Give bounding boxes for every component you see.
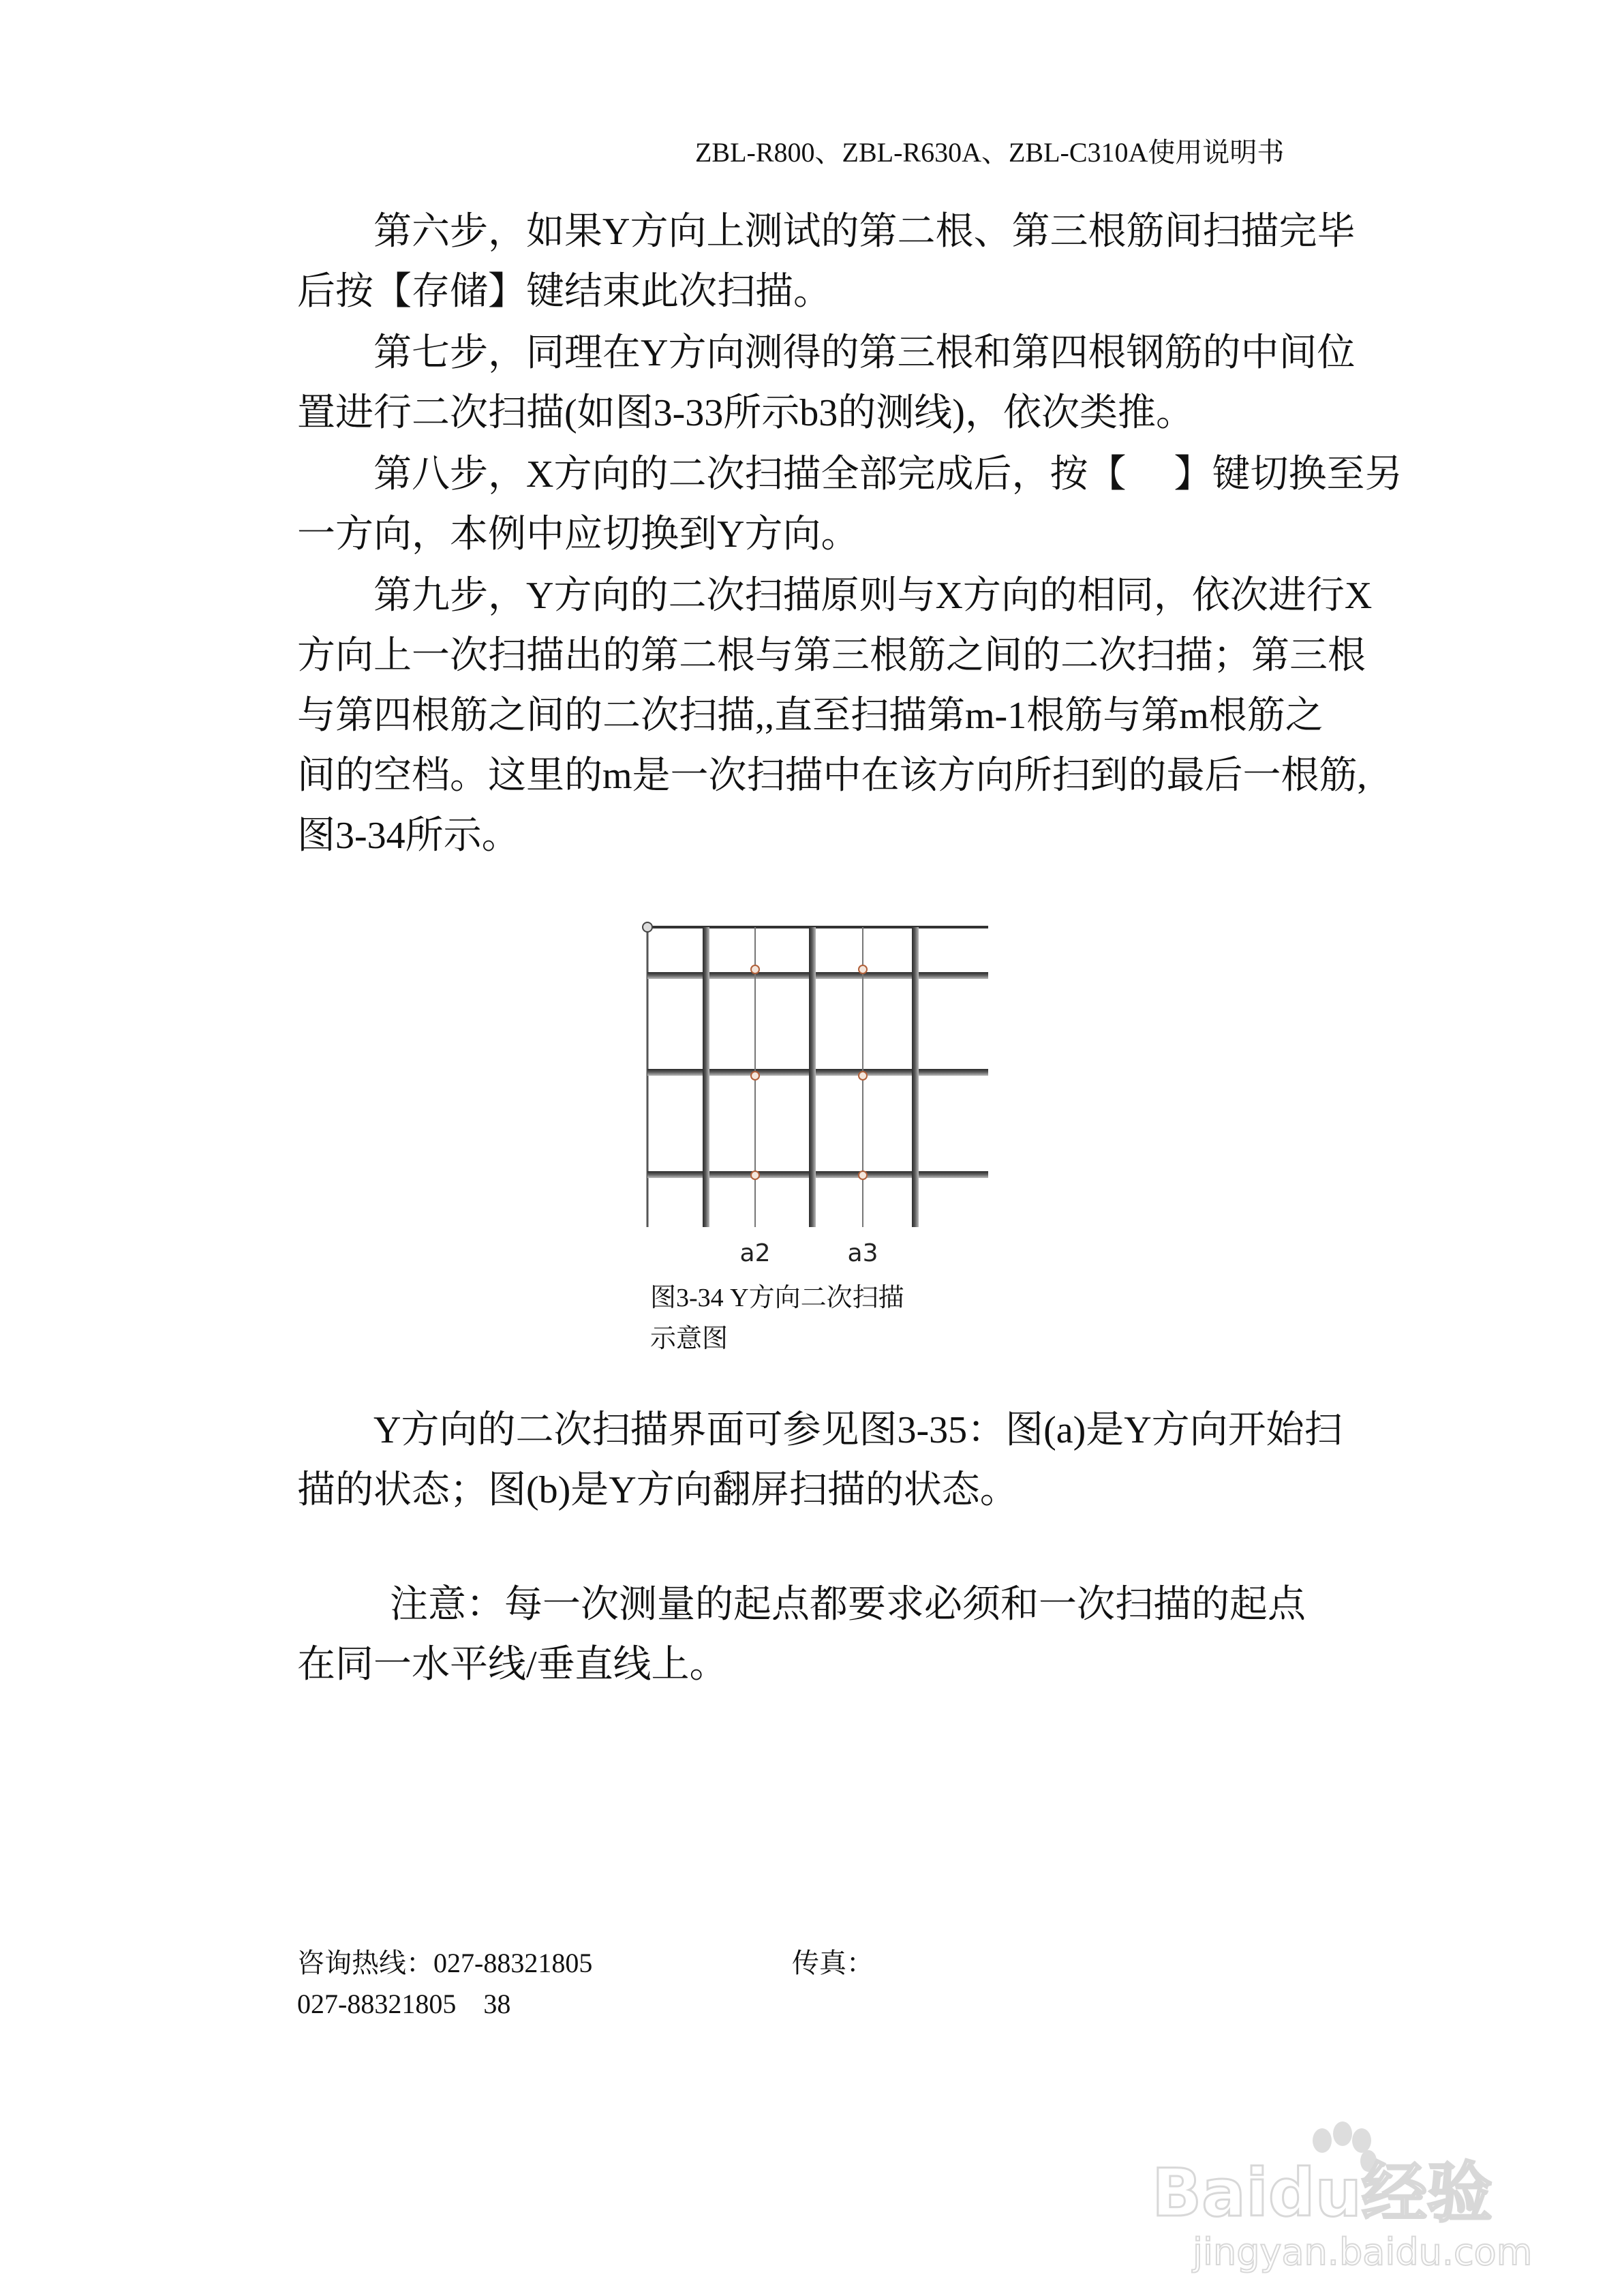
rebar-vertical [809,927,816,1227]
rebar-horizontal [647,972,988,979]
detection-marker [859,1072,867,1080]
caption-line: 图3-34 Y方向二次扫描 [650,1284,904,1312]
paragraph-interface [297,1400,1415,1520]
detection-marker [751,965,759,973]
detection-marker [859,1171,867,1179]
paragraph-step9 [297,566,1415,866]
rebar-vertical [912,927,919,1227]
paw-toe [1313,2128,1332,2153]
origin-marker [643,922,652,932]
paragraph-line: 一方向，本例中应切换到Y方向。 [297,513,859,556]
footer-hotline: 咨询热线：027-88321805 [297,1948,593,1978]
scan-label-a2: a2 [739,1239,771,1267]
paragraph-step8 [297,444,1415,564]
paragraph-line: 与第四根筋之间的二次扫描,,直至扫描第m-1根筋与第m根筋之 [297,695,1323,737]
watermark-brand: Baidu经验 [1152,2155,1493,2231]
paragraph-step6 [297,202,1415,322]
detection-marker [859,965,867,973]
scan-label-a3: a3 [847,1239,878,1267]
paragraph-line: 注意：每一次测量的起点都要求必须和一次扫描的起点 [390,1584,1306,1626]
caption-line: 示意图 [650,1325,729,1353]
page-header: ZBL-R800、ZBL-R630A、ZBL-C310A使用说明书 [695,137,1285,168]
page-footer [297,1943,874,2025]
paragraph-line: 第八步，X方向的二次扫描全部完成后，按【 】键切换至另 [373,453,1403,496]
figure-caption [650,1278,904,1359]
rebar-vertical [703,927,709,1227]
footer-fax-label: 传真： [792,1948,874,1978]
paragraph-note [297,1575,1415,1695]
paragraph-line: 第六步，如果Y方向上测试的第二根、第三根筋间扫描完毕 [373,211,1356,253]
paragraph-line: 置进行二次扫描(如图3-33所示b3的测线)，依次类推。 [297,392,1194,434]
paragraph-line: 方向上一次扫描出的第二根与第三根筋之间的二次扫描；第三根 [297,635,1366,677]
paragraph-line: 描的状态；图(b)是Y方向翻屏扫描的状态。 [297,1469,1018,1511]
paragraph-line: 在同一水平线/垂直线上。 [297,1644,728,1686]
paragraph-line: 第九步，Y方向的二次扫描原则与X方向的相同，依次进行X [373,575,1373,617]
paragraph-step7 [297,323,1415,443]
rebar-horizontal [647,1171,988,1178]
paragraph-line: 第七步，同理在Y方向测得的第三根和第四根钢筋的中间位 [373,332,1356,374]
detection-marker [751,1171,759,1179]
paragraph-line: Y方向的二次扫描界面可参见图3-35：图(a)是Y方向开始扫 [373,1409,1343,1451]
paragraph-line: 后按【存储】键结束此次扫描。 [297,271,831,313]
paragraph-line: 间的空档。这里的m是一次扫描中在该方向所扫到的最后一根筋, [297,755,1367,797]
rebar-grid-figure [634,913,995,1275]
rebar-horizontal [647,1069,988,1076]
detection-marker [751,1072,759,1080]
paw-toe [1352,2128,1371,2153]
paw-toe [1333,2121,1352,2146]
watermark-url: jingyan.baidu.com [1193,2231,1533,2274]
paragraph-line: 图3-34所示。 [297,815,520,857]
footer-fax-number-page: 027-88321805 38 [297,1989,511,2019]
baidu-watermark-logo [1118,2113,1554,2277]
